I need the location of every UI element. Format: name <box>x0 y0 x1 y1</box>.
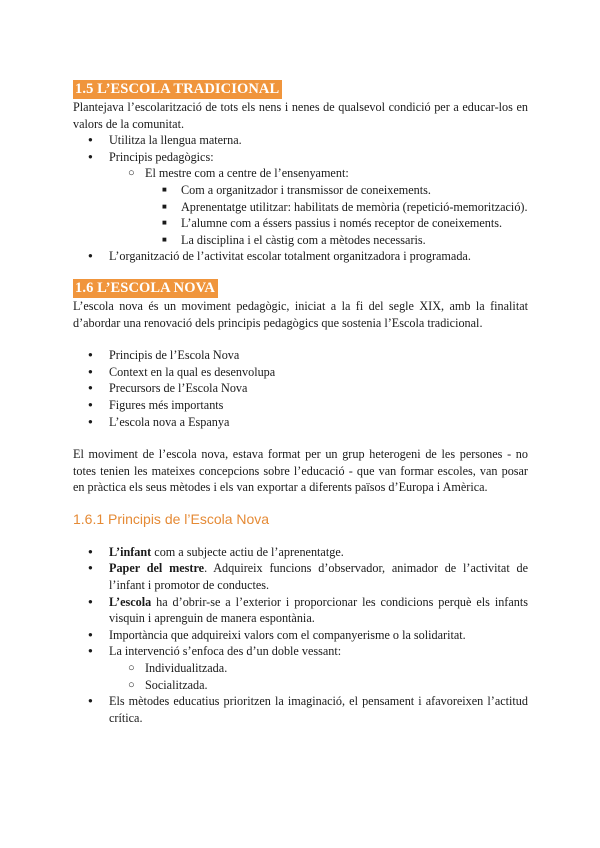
bold-term: L’infant <box>109 544 152 559</box>
list-item-text: . Adquireix funcions d’observador, animador de l’activitat de l’infant i promotor de conductes. <box>109 561 529 593</box>
list-item <box>73 643 528 693</box>
list-item: ● Principis de l’Escola Nova <box>73 347 528 364</box>
list-item: ● Figures més importants <box>73 397 528 414</box>
list-item <box>73 560 528 593</box>
heading-escola-tradicional: 1.5 L’ESCOLA TRADICIONAL <box>73 80 282 99</box>
sublist-item-label: El mestre com a centre de l’ensenyament: <box>145 166 349 181</box>
section-1-5-heading <box>73 80 528 99</box>
escola-nova-topics <box>73 347 528 430</box>
list-item: ● Context en la qual es desenvolupa <box>73 364 528 381</box>
list-item: ● L’organització de l’activitat escolar totalment organitzadora i programada. <box>73 248 528 265</box>
list-item <box>73 544 528 561</box>
list-item: ● L’escola nova a Espanya <box>73 414 528 431</box>
list-item: ● Utilitza la llengua materna. <box>73 132 528 149</box>
list-item: ● Precursors de l’Escola Nova <box>73 380 528 397</box>
list-item: ● Els mètodes educatius prioritzen la imaginació, el pensament i afavoreixen l’actitud crítica. <box>73 693 528 726</box>
sublist <box>73 660 528 693</box>
sub-sublist-item: ■ L’alumne com a éssers passius i només receptor de coneixements. <box>73 215 528 232</box>
sublist-item: ○ Socialitzada. <box>73 677 528 694</box>
sub-sublist-item: ■ Com a organitzador i transmissor de coneixements. <box>73 182 528 199</box>
sub-sublist <box>73 182 528 248</box>
escola-tradicional-list <box>73 132 528 265</box>
escola-tradicional-intro: Plantejava l’escolarització de tots els nens i nenes de qualsevol condició per a educar-los en valors de la comunitat. <box>73 100 528 131</box>
page-content <box>73 80 528 726</box>
sub-sublist-item: ■ La disciplina i el càstig com a mètodes necessaris. <box>73 232 528 249</box>
sublist-item <box>73 165 528 248</box>
bold-term: L’escola <box>109 594 152 609</box>
sublist-item: ○ Individualitzada. <box>73 660 528 677</box>
list-item-text: com a subjecte actiu de l’aprenentatge. <box>151 544 344 559</box>
list-item: ● Importància que adquireixi valors com el companyerisme o la solidaritat. <box>73 627 528 644</box>
escola-nova-intro: L’escola nova és un moviment pedagògic, iniciat a la fi del segle XIX, amb la finalitat d’abordar una renovació dels principis pedagògics que sostenia l’Escola tradicional. <box>73 298 528 330</box>
section-1-6-heading <box>73 279 528 298</box>
sublist <box>73 165 528 248</box>
sub-sublist-item: ■ Aprenentatge utilitzar: habilitats de memòria (repetició-memorització). <box>73 199 528 216</box>
list-item-label: Principis pedagògics: <box>109 149 214 164</box>
list-item <box>73 149 528 249</box>
escola-nova-paragraph: El moviment de l’escola nova, estava format per un grup heterogeni de les persones - no totes tenien les mateixes concepcions sobre l’educació - que van formar escoles, van posar en pràctica els seus mètodes i els van exportar a diferents països d’Europa i Amèrica. <box>73 447 528 495</box>
list-item-label: La intervenció s’enfoca des d’un doble vessant: <box>109 644 342 659</box>
bold-term: Paper del mestre <box>109 561 205 576</box>
heading-escola-nova: 1.6 L’ESCOLA NOVA <box>73 279 218 298</box>
list-item-text: ha d’obrir-se a l’exterior i proporcionar les condicions perquè els infants visquin i aprenguin de manera espontània. <box>109 594 528 626</box>
heading-principis-escola-nova: 1.6.1 Principis de l’Escola Nova <box>73 510 270 527</box>
list-item <box>73 594 528 627</box>
principis-list <box>73 544 528 727</box>
